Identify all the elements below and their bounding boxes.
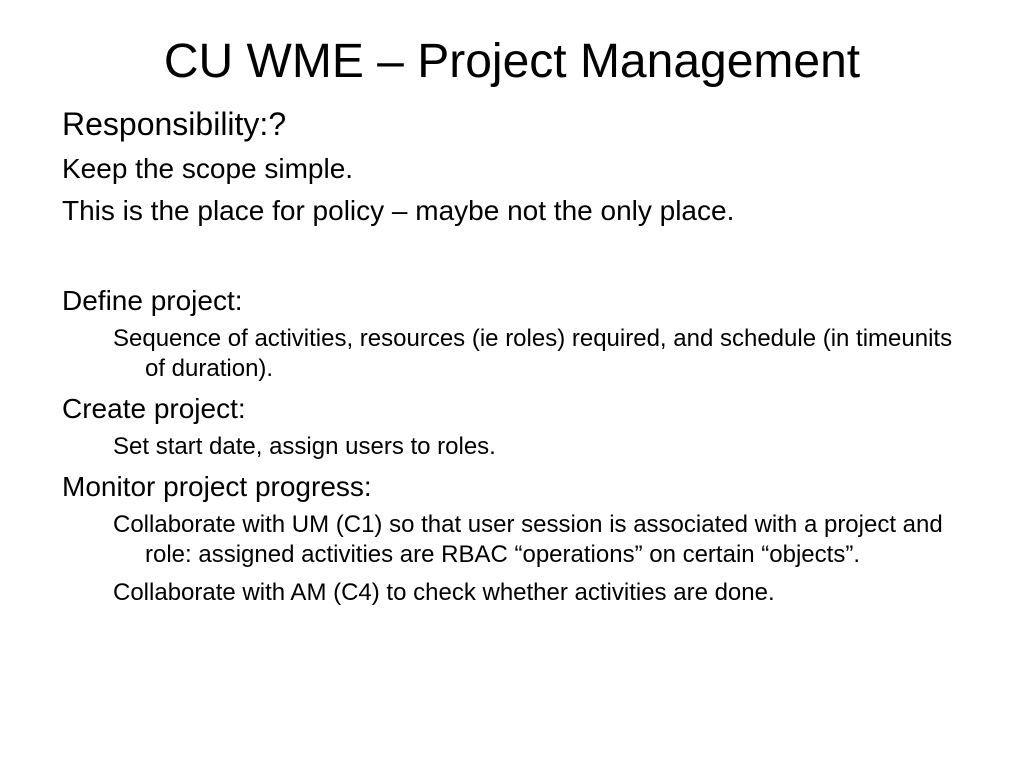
monitor-progress-detail-am: Collaborate with AM (C4) to check whether activities are done. bbox=[113, 579, 775, 606]
slide-title: CU WME – Project Management bbox=[163, 35, 861, 88]
responsibility-line: Responsibility:? bbox=[62, 106, 287, 142]
spacer bbox=[62, 228, 962, 284]
monitor-progress-detail-um: Collaborate with UM (C1) so that user session is associated with a project and role: assigned activities are RBAC “operations” on certain “objects”. bbox=[113, 511, 943, 568]
monitor-progress-heading: Monitor project progress: bbox=[62, 471, 372, 502]
define-project-heading: Define project: bbox=[62, 285, 243, 316]
define-project-detail: Sequence of activities, resources (ie roles) required, and schedule (in timeunits of duration). bbox=[113, 325, 953, 382]
slide-body bbox=[62, 104, 962, 608]
scope-line: Keep the scope simple. bbox=[62, 153, 354, 184]
create-project-detail: Set start date, assign users to roles. bbox=[113, 433, 496, 460]
create-project-heading: Create project: bbox=[62, 393, 246, 424]
policy-line: This is the place for policy – maybe not the only place. bbox=[62, 195, 735, 226]
